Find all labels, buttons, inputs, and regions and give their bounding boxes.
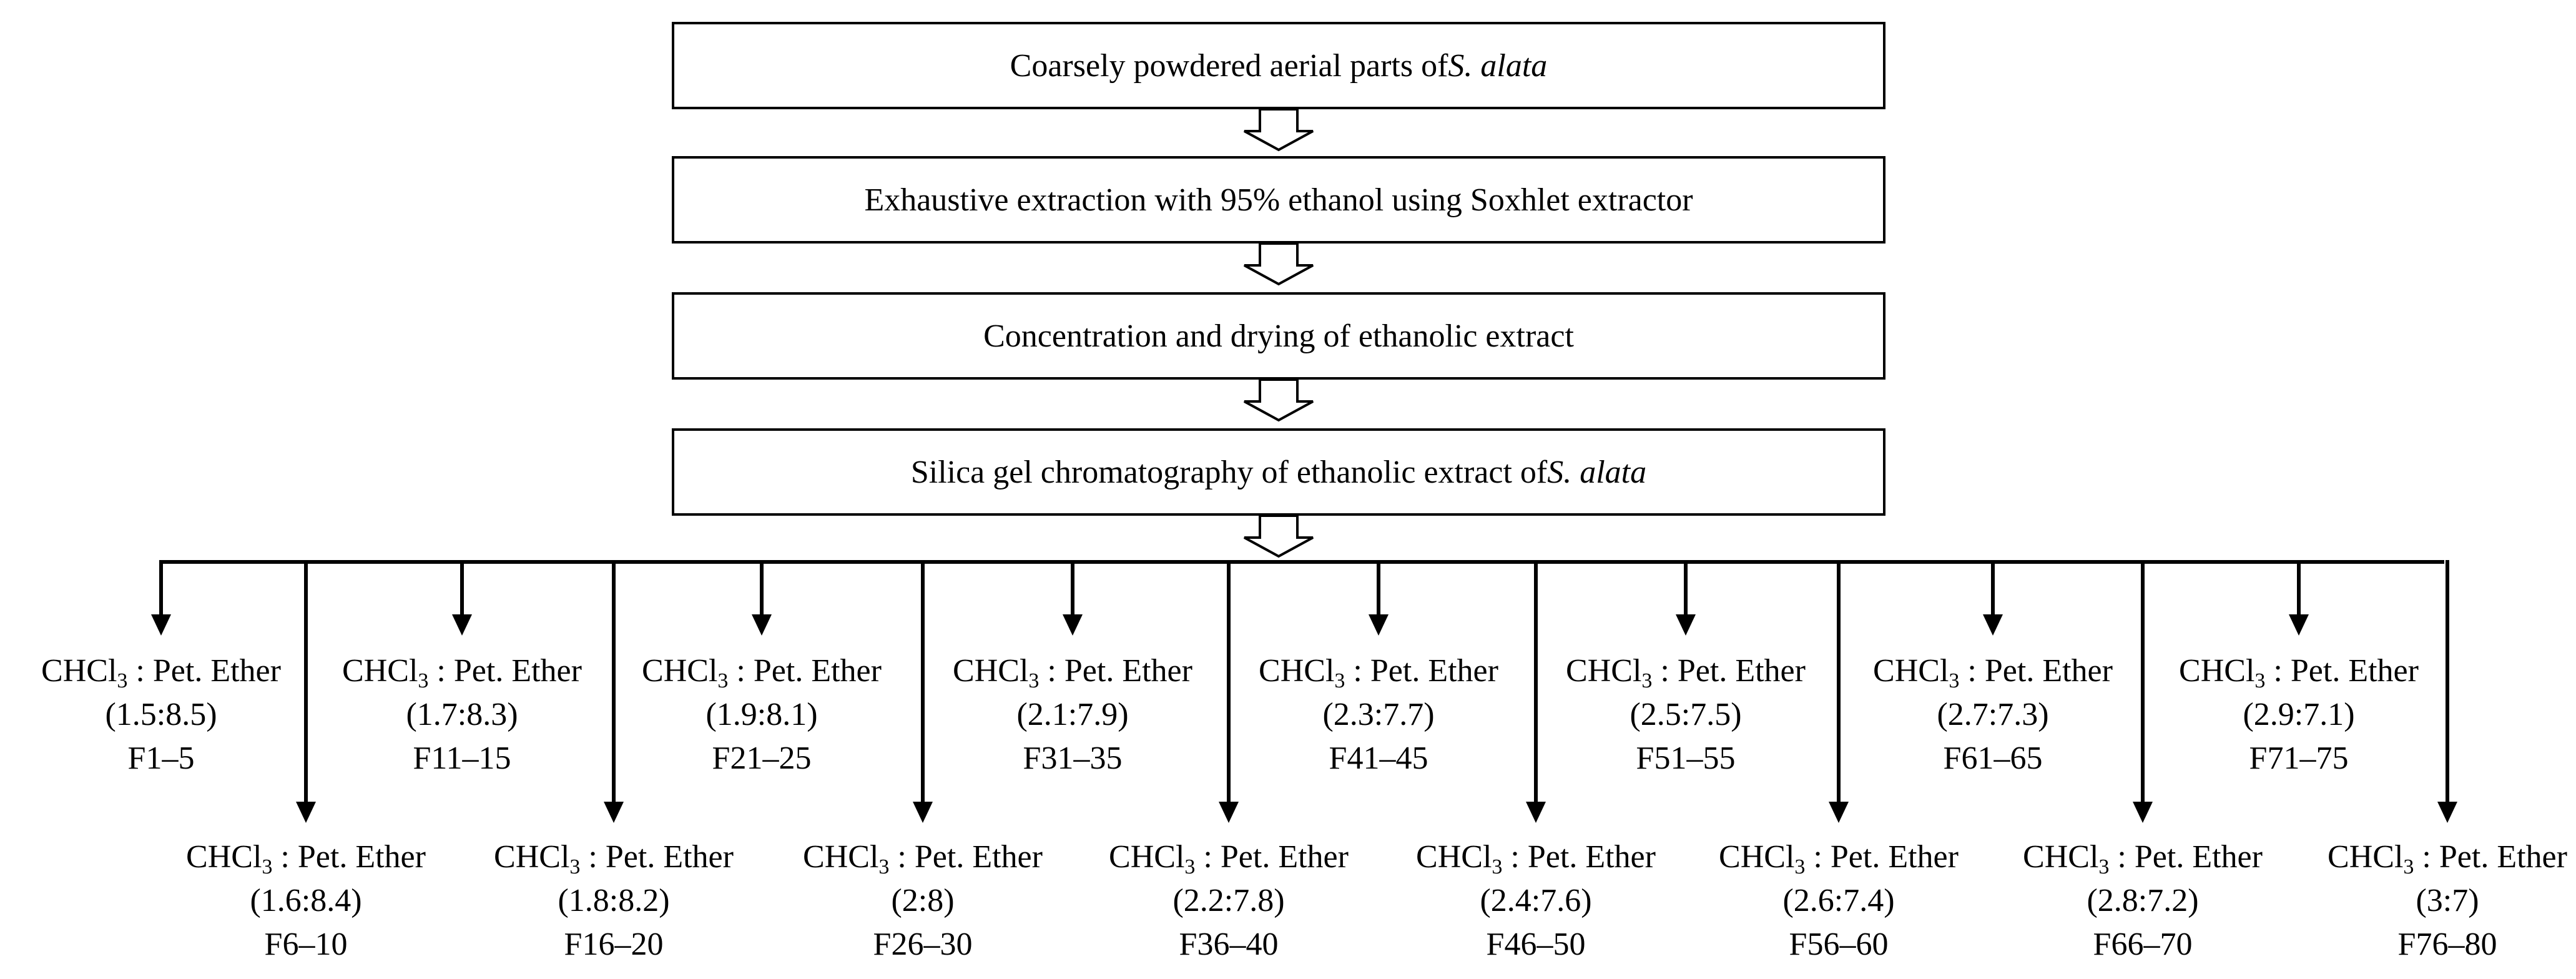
solvent-ratio: (1.7:8.3)	[406, 697, 518, 732]
down-arrow-icon	[151, 614, 171, 636]
solvent-a: CHCl	[1109, 839, 1185, 875]
solvent-a-subscript: 3	[1334, 669, 1345, 692]
solvent-system	[1389, 835, 1683, 879]
fraction-code: F41–45	[1329, 740, 1428, 776]
solvent-b: : Pet. Ether	[1195, 839, 1349, 875]
solvent-system	[926, 649, 1219, 693]
step-text: Concentration and drying of ethanolic extract	[983, 318, 1574, 354]
solvent-b: : Pet. Ether	[272, 839, 426, 875]
solvent-a-subscript: 3	[1641, 669, 1653, 692]
solvent-system	[615, 649, 908, 693]
solvent-ratio: (2.6:7.4)	[1782, 883, 1895, 918]
solvent-system	[1539, 649, 1832, 693]
fraction-label	[1389, 835, 1683, 967]
solvent-b: : Pet. Ether	[127, 653, 281, 689]
solvent-a: CHCl	[494, 839, 570, 875]
fraction-label	[2301, 835, 2576, 967]
down-arrow-icon	[2437, 802, 2457, 823]
fraction-label	[1232, 649, 1525, 780]
solvent-a-subscript: 3	[117, 669, 128, 692]
fraction-code: F31–35	[1023, 740, 1123, 776]
fraction-code: F61–65	[1943, 740, 2043, 776]
fraction-code: F1–5	[127, 740, 195, 776]
solvent-b: : Pet. Ether	[1959, 653, 2113, 689]
species-name: S. alata	[1547, 454, 1647, 490]
solvent-ratio: (2.4:7.6)	[1480, 883, 1592, 918]
fraction-label	[159, 835, 453, 967]
solvent-ratio: (2.9:7.1)	[2243, 697, 2355, 732]
solvent-b: : Pet. Ether	[1345, 653, 1498, 689]
solvent-ratio: (1.9:8.1)	[705, 697, 818, 732]
solvent-ratio: (2.1:7.9)	[1016, 697, 1129, 732]
solvent-a: CHCl	[2328, 839, 2404, 875]
down-arrow-icon	[2289, 614, 2309, 636]
solvent-system	[776, 835, 1069, 879]
solvent-system	[1082, 835, 1375, 879]
solvent-ratio: (1.5:8.5)	[105, 697, 217, 732]
down-arrow-icon	[752, 614, 772, 636]
fraction-label	[1846, 649, 2140, 780]
hollow-down-arrow-icon	[1244, 109, 1313, 150]
solvent-ratio: (2.5:7.5)	[1630, 697, 1742, 732]
solvent-a: CHCl	[1873, 653, 1949, 689]
fraction-code: F71–75	[2249, 740, 2349, 776]
down-arrow-icon	[913, 802, 933, 823]
solvent-ratio: (1.6:8.4)	[250, 883, 362, 918]
solvent-ratio: (2.8:7.2)	[2087, 883, 2199, 918]
solvent-ratio: (2.3:7.7)	[1322, 697, 1435, 732]
solvent-system	[14, 649, 308, 693]
fraction-code: F46–50	[1486, 927, 1586, 962]
solvent-b: : Pet. Ether	[728, 653, 882, 689]
solvent-b: : Pet. Ether	[2109, 839, 2263, 875]
solvent-b: : Pet. Ether	[1805, 839, 1959, 875]
solvent-system	[2301, 835, 2576, 879]
fraction-label	[776, 835, 1069, 967]
fraction-code: F6–10	[264, 927, 348, 962]
down-arrow-icon	[1369, 614, 1389, 636]
solvent-ratio: (3:7)	[2416, 883, 2479, 918]
step-text: Silica gel chromatography of ethanolic extract of	[910, 454, 1548, 490]
solvent-a: CHCl	[186, 839, 262, 875]
fraction-code: F16–20	[564, 927, 664, 962]
step-text: Coarsely powdered aerial parts of	[1010, 47, 1448, 84]
fraction-label	[1996, 835, 2289, 967]
fraction-code: F51–55	[1636, 740, 1736, 776]
solvent-a-subscript: 3	[262, 855, 273, 878]
fraction-label	[14, 649, 308, 780]
solvent-a-subscript: 3	[1184, 855, 1196, 878]
solvent-system	[1692, 835, 1985, 879]
fraction-label	[926, 649, 1219, 780]
step-box-silica-gel-chromatography	[672, 428, 1885, 516]
solvent-b: : Pet. Ether	[428, 653, 582, 689]
fraction-code: F76–80	[2397, 927, 2497, 962]
fraction-code: F21–25	[712, 740, 812, 776]
solvent-a: CHCl	[1259, 653, 1335, 689]
solvent-system	[467, 835, 760, 879]
down-arrow-icon	[452, 614, 472, 636]
solvent-a-subscript: 3	[2098, 855, 2110, 878]
down-arrow-icon	[1526, 802, 1546, 823]
solvent-a: CHCl	[2179, 653, 2255, 689]
solvent-system	[159, 835, 453, 879]
solvent-system	[1996, 835, 2289, 879]
solvent-b: : Pet. Ether	[2265, 653, 2419, 689]
fraction-code: F36–40	[1179, 927, 1279, 962]
solvent-ratio: (1.8:8.2)	[558, 883, 670, 918]
down-arrow-icon	[604, 802, 624, 823]
step-box-exhaustive-extraction	[672, 156, 1885, 244]
solvent-a-subscript: 3	[1028, 669, 1040, 692]
solvent-system	[315, 649, 609, 693]
fraction-code: F26–30	[873, 927, 973, 962]
fraction-code: F66–70	[2093, 927, 2193, 962]
down-arrow-icon	[1063, 614, 1083, 636]
solvent-ratio: (2.2:7.8)	[1172, 883, 1285, 918]
down-arrow-icon	[1219, 802, 1239, 823]
solvent-b: : Pet. Ether	[889, 839, 1043, 875]
solvent-system	[1232, 649, 1525, 693]
solvent-a-subscript: 3	[2254, 669, 2266, 692]
down-arrow-icon	[296, 802, 316, 823]
solvent-b: : Pet. Ether	[2414, 839, 2567, 875]
solvent-a: CHCl	[1416, 839, 1492, 875]
fraction-label	[1539, 649, 1832, 780]
solvent-a: CHCl	[41, 653, 117, 689]
step-box-concentration-drying	[672, 292, 1885, 380]
fraction-label	[315, 649, 609, 780]
fraction-label	[467, 835, 760, 967]
solvent-a-subscript: 3	[878, 855, 890, 878]
solvent-a-subscript: 3	[2403, 855, 2414, 878]
solvent-system	[1846, 649, 2140, 693]
solvent-a: CHCl	[803, 839, 879, 875]
solvent-b: : Pet. Ether	[1652, 653, 1806, 689]
step-text: Exhaustive extraction with 95% ethanol using Soxhlet extractor	[864, 182, 1693, 218]
solvent-a-subscript: 3	[1949, 669, 1960, 692]
solvent-a-subscript: 3	[717, 669, 729, 692]
solvent-a-subscript: 3	[569, 855, 581, 878]
solvent-a: CHCl	[1566, 653, 1642, 689]
solvent-a: CHCl	[642, 653, 718, 689]
solvent-a: CHCl	[1719, 839, 1795, 875]
solvent-a: CHCl	[953, 653, 1029, 689]
solvent-a-subscript: 3	[418, 669, 429, 692]
solvent-ratio: (2.7:7.3)	[1937, 697, 2049, 732]
fraction-code: F56–60	[1789, 927, 1889, 962]
solvent-b: : Pet. Ether	[1502, 839, 1656, 875]
solvent-b: : Pet. Ether	[580, 839, 734, 875]
hollow-down-arrow-icon	[1244, 244, 1313, 284]
solvent-a: CHCl	[342, 653, 418, 689]
solvent-b: : Pet. Ether	[1039, 653, 1192, 689]
down-arrow-icon	[1676, 614, 1696, 636]
fraction-label	[1692, 835, 1985, 967]
step-box-powdered-aerial-parts	[672, 22, 1885, 109]
fraction-label	[615, 649, 908, 780]
solvent-a: CHCl	[2023, 839, 2099, 875]
down-arrow-icon	[1829, 802, 1849, 823]
down-arrow-icon	[1983, 614, 2003, 636]
solvent-ratio: (2:8)	[891, 883, 955, 918]
down-arrow-icon	[2133, 802, 2153, 823]
solvent-system	[2152, 649, 2446, 693]
solvent-a-subscript: 3	[1794, 855, 1806, 878]
solvent-a-subscript: 3	[1492, 855, 1503, 878]
hollow-down-arrow-icon	[1244, 380, 1313, 420]
species-name: S. alata	[1448, 47, 1548, 84]
fraction-code: F11–15	[413, 740, 511, 776]
hollow-down-arrow-icon	[1244, 516, 1313, 556]
fraction-label	[2152, 649, 2446, 780]
fraction-label	[1082, 835, 1375, 967]
